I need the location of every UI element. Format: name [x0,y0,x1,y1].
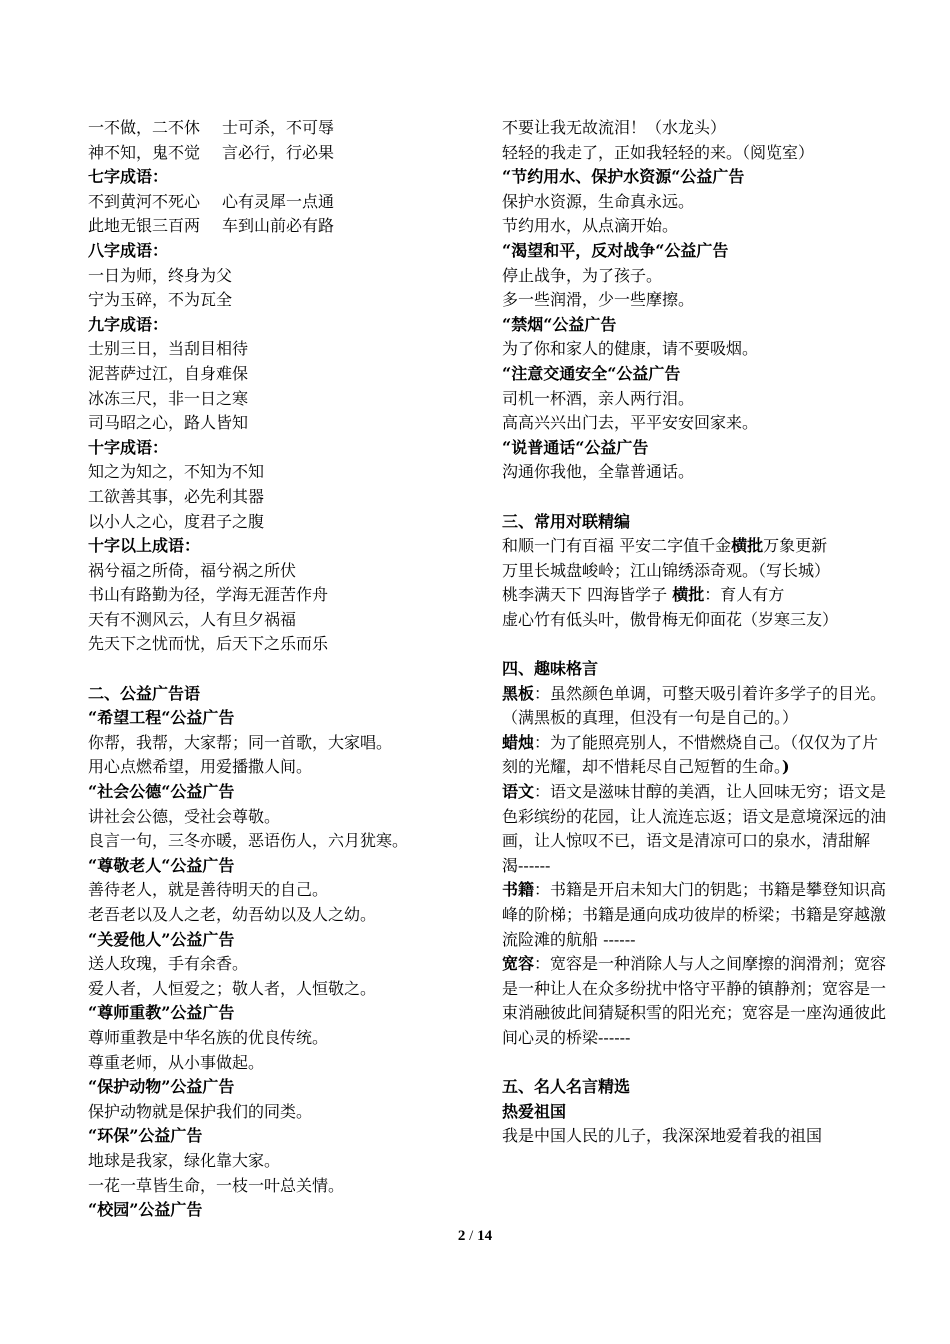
ad-line: 司机一杯酒，亲人两行泪。 [502,388,695,408]
ad-line: 讲社会公德，受社会尊敬。 [88,806,281,826]
ad-line: 爱人者，人恒爱之；敬人者，人恒敬之。 [88,978,377,998]
idiom-line: 司马昭之心，路人皆知 [88,413,249,433]
ad-line: 尊重老师，从小事做起。 [88,1052,265,1072]
couplet: 虚心竹有低头叶，傲骨梅无仰面花（岁寒三友） [502,609,839,629]
quote-heading: 热爱祖国 [502,1101,567,1121]
aphorism: 蜡烛：为了能照亮别人，不惜燃烧自己。（仅仅为了片刻的光耀，却不惜耗尽自己短暂的生命。) [502,732,879,777]
ad-line: 尊师重教是中华名族的优良传统。 [88,1027,329,1047]
idiom-line: 书山有路勤为径，学海无涯苦作舟 [88,585,329,605]
ad-line: 保护水资源，生命真永远。 [502,191,695,211]
ad-heading: “说普通话“公益广告 [502,437,649,457]
ad-heading: “注意交通安全“公益广告 [502,363,681,383]
ad-heading: “节约用水、保护水资源“公益广告 [502,167,745,187]
ad-line: 节约用水，从点滴开始。 [502,216,679,236]
ad-line: 你帮，我帮，大家帮；同一首歌，大家唱。 [88,732,393,752]
spacer [88,657,473,682]
section-heading: 九字成语： [88,314,169,334]
idiom-line: 天有不测风云，人有旦夕祸福 [88,609,297,629]
idiom-row: 不到黄河不死心 心有灵犀一点通 [88,191,335,211]
ad-heading: “尊师重教”公益广告 [88,1003,235,1023]
idiom-line: 工欲善其事，必先利其器 [88,486,265,506]
ad-line: 一花一草皆生命，一枝一叶总关情。 [88,1175,345,1195]
ad-line: 多一些润滑，少一些摩擦。 [502,290,695,310]
ad-heading: “保护动物”公益广告 [88,1077,235,1097]
section-heading: 十字成语： [88,437,169,457]
ad-heading: “尊敬老人“公益广告 [88,855,235,875]
ad-line: 良言一句，三冬亦暖，恶语伤人，六月犹寒。 [88,831,409,851]
ad-heading: “渴望和平，反对战争“公益广告 [502,240,729,260]
ad-heading: “社会公德“公益广告 [88,782,235,802]
chapter-title: 五、名人名言精选 [502,1077,631,1097]
couplet: 和顺一门有百福 平安二字值千金横批万象更新 [502,536,828,556]
ad-line: 不要让我无故流泪！（水龙头） [502,118,727,137]
aphorism: 语文：语文是滋味甘醇的美酒，让人回味无穷；语文是色彩缤纷的花园，让人流连忘返；语文是意境深远的油画，让人惊叹不已，语文是清凉可口的泉水，清甜解渴------ [502,782,887,875]
ad-heading: “环保”公益广告 [88,1126,203,1146]
spacer [502,485,887,510]
chapter-title: 三、常用对联精编 [502,511,631,531]
idiom-line: 祸兮福之所倚，福兮祸之所伏 [88,560,297,580]
idiom-line: 先天下之忧而忧，后天下之乐而乐 [88,634,329,654]
ad-line: 高高兴兴出门去，平平安安回家来。 [502,413,759,433]
aphorism: 黑板：虽然颜色单调，可整天吸引着许多学子的目光。（满黑板的真理，但没有一句是自己的。） [502,683,887,728]
idiom-line: 宁为玉碎，不为瓦全 [88,290,233,310]
left-column [88,116,473,1223]
ad-line: 保护动物就是保护我们的同类。 [88,1101,313,1121]
ad-heading: “禁烟“公益广告 [502,314,617,334]
ad-heading: “校园”公益广告 [88,1200,203,1220]
spacer [502,632,887,657]
aphorism: 书籍：书籍是开启未知大门的钥匙；书籍是攀登知识高峰的阶梯；书籍是通向成功彼岸的桥梁；书籍是穿越激流险滩的航船 ------ [502,880,887,949]
ad-line: 停止战争，为了孩子。 [502,265,663,285]
idiom-row: 一不做，二不休 士可杀，不可辱 [88,118,335,137]
chapter-title: 二、公益广告语 [88,683,201,703]
spacer [502,1051,887,1076]
idiom-line: 知之为知之，不知为不知 [88,462,265,482]
ad-line: 沟通你我他，全靠普通话。 [502,462,695,482]
ad-heading: “希望工程“公益广告 [88,708,235,728]
right-column [502,116,887,1149]
idiom-line: 士别三日，当刮目相待 [88,339,249,359]
section-heading: 十字以上成语： [88,536,201,556]
section-heading: 七字成语： [88,167,169,187]
ad-line: 轻轻的我走了，正如我轻轻的来。（阅览室） [502,142,815,162]
idiom-line: 一日为师，终身为父 [88,265,233,285]
aphorism: 宽容：宽容是一种消除人与人之间摩擦的润滑剂；宽容是一种让人在众多纷扰中恪守平静的镇静剂；宽容是一束消融彼此间猜疑积雪的阳光充；宽容是一座沟通彼此间心灵的桥梁------ [502,954,887,1047]
ad-line: 送人玫瑰，手有余香。 [88,954,249,974]
ad-line: 用心点燃希望，用爱播撒人间。 [88,757,313,777]
ad-line: 善待老人，就是善待明天的自己。 [88,880,329,900]
couplet: 万里长城盘峻岭；江山锦绣添奇观。（写长城） [502,560,831,580]
section-heading: 八字成语： [88,240,169,260]
idiom-line: 以小人之心，度君子之腹 [88,511,265,531]
ad-line: 地球是我家，绿化靠大家。 [88,1150,281,1170]
idiom-row: 神不知，鬼不觉 言必行，行必果 [88,142,335,162]
idiom-line: 冰冻三尺，非一日之寒 [88,388,249,408]
page-number: 2 / 14 [457,1228,493,1244]
ad-line: 为了你和家人的健康，请不要吸烟。 [502,339,759,359]
quote-line: 我是中国人民的儿子，我深深地爱着我的祖国 [502,1126,823,1146]
ad-heading: “关爱他人”公益广告 [88,929,235,949]
idiom-line: 泥菩萨过江，自身难保 [88,363,249,383]
idiom-row: 此地无银三百两 车到山前必有路 [88,216,335,236]
ad-line: 老吾老以及人之老，幼吾幼以及人之幼。 [88,905,377,924]
chapter-title: 四、趣味格言 [502,659,599,679]
couplet: 桃李满天下 四海皆学子 横批：育人有方 [502,585,785,605]
